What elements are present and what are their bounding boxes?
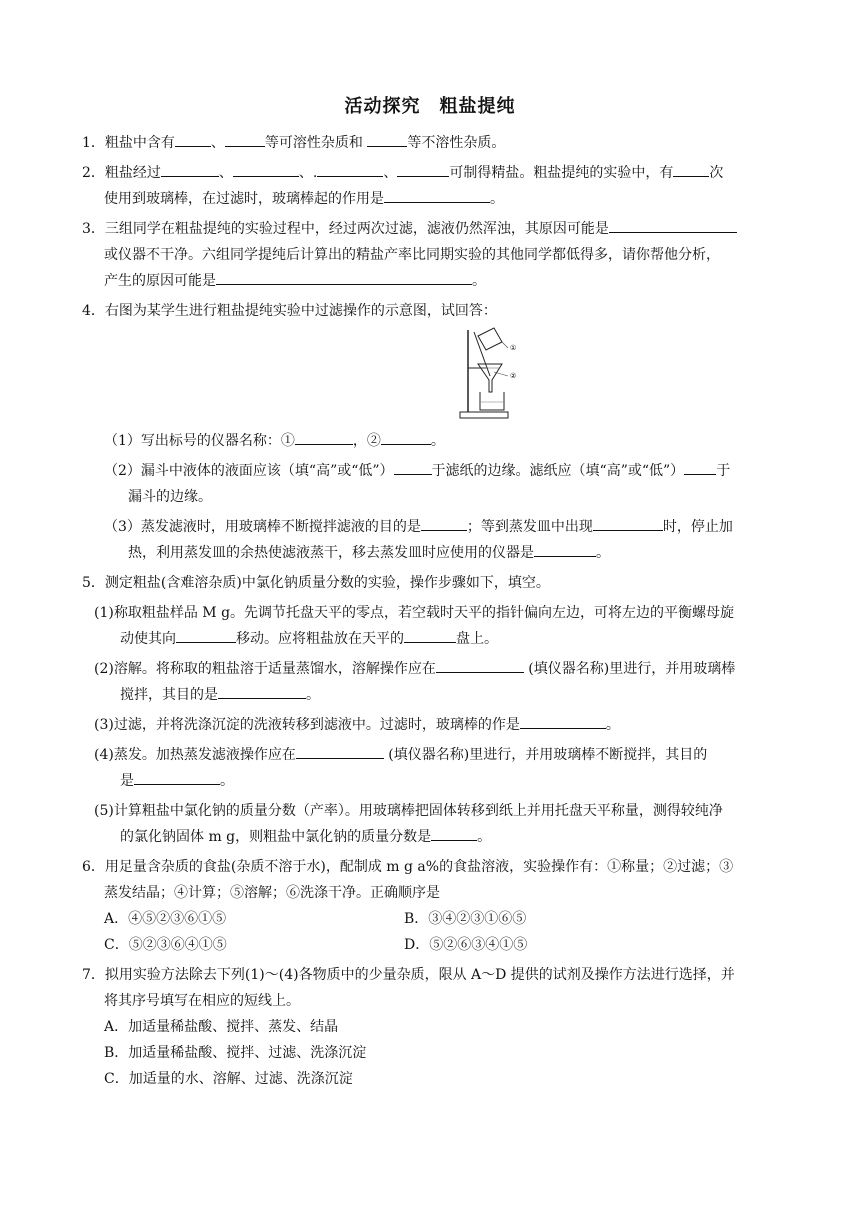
answer-blank[interactable] <box>218 682 306 699</box>
q7-option-b: B．加适量稀盐酸、搅拌、过滤、洗涤沉淀 <box>104 1045 367 1061</box>
answer-blank[interactable] <box>381 428 431 445</box>
answer-blank[interactable] <box>216 268 472 285</box>
answer-blank[interactable] <box>161 160 219 177</box>
question-6: 6．用足量含杂质的食盐(杂质不溶于水)，配制成 m g a%的食盐溶液，实验操作有：①称量；②过滤；③ <box>82 859 734 875</box>
question-5: 5．测定粗盐(含难溶杂质)中氯化钠质量分数的实验，操作步骤如下，填空。 <box>82 575 550 591</box>
answer-blank[interactable] <box>593 514 663 531</box>
option-a[interactable]: A．④⑤②③⑥①⑤ <box>104 911 227 927</box>
answer-blank[interactable] <box>673 160 709 177</box>
answer-blank[interactable] <box>534 540 596 557</box>
answer-blank[interactable] <box>367 130 407 147</box>
answer-blank[interactable] <box>404 626 456 643</box>
option-b[interactable]: B．③④②③①⑥⑤ <box>404 911 527 927</box>
answer-blank[interactable] <box>431 824 477 841</box>
filtration-apparatus-figure <box>82 324 782 428</box>
figure-label-1: ① <box>510 344 517 352</box>
answer-blank[interactable] <box>225 130 265 147</box>
options-row-2 <box>82 932 782 958</box>
answer-blank[interactable] <box>436 656 524 673</box>
answer-blank[interactable] <box>384 186 490 203</box>
answer-blank[interactable] <box>295 428 353 445</box>
question-2: 2．粗盐经过 、 、. 、 可制得精盐。粗盐提纯的实验中，有 次 <box>82 160 782 186</box>
question-3: 3．三组同学在粗盐提纯的实验过程中，经过两次过滤，滤液仍然浑浊，其原因可能是 <box>82 216 782 242</box>
filtration-diagram <box>448 326 548 426</box>
answer-blank[interactable] <box>609 216 737 233</box>
answer-blank[interactable] <box>421 514 467 531</box>
answer-blank[interactable] <box>684 458 716 475</box>
answer-blank[interactable] <box>175 130 211 147</box>
worksheet-body: 1．粗盐中含有 、 等可溶性杂质和 等不溶性杂质。 2．粗盐经过 、 、. 、 可制得精盐。粗盐提纯的实验中，有 次 使用到玻璃棒，在过滤时，玻璃棒起的作用是 。 3．三组同学在粗盐提纯的实验过程中，经过两次过滤，滤液仍然浑浊，其原因可能是 或仪器不干净。六组同学提纯后计算出的精盐产率比同期实验的其他同学都低得多，请你帮他分析， 产生的原因可能是 。 4．右图为某学生进行粗盐提纯实验中过滤操作的示意图，试回答： ① ② （1）写出标号的仪器名称：① ，② 。 （2）漏斗中液体的液面应该（填“高”或“低”） 于滤纸的边缘。滤纸应（填“高”或“低”） 于 漏斗的边缘。 （3）蒸发滤液时，用玻璃棒不断搅拌滤液的目的是 ；等到蒸发皿中出现 时，停止加 热，利用蒸发皿的余热使滤液蒸干，移去蒸发皿时应使用的仪器是 。 5．测定粗盐(含难溶杂质)中氯化钠质量分数的实验，操作步骤如下，填空。 (1)称取粗盐样品 M g。先调节托盘天平的零点，若空载时天平的指针偏向左边，可将左边的平衡螺母旋 动使其向 移动。应将粗盐放在天平的 盘上。 (2)溶解。将称取的粗盐溶于适量蒸馏水，溶解操作应在 (填仪器名称)里进行，并用玻璃棒 搅拌，其目的是 。 (3)过滤，并将洗涤沉淀的洗液转移到滤液中。过滤时，玻璃棒的作是 。 (4)蒸发。加热蒸发滤液操作应在 (填仪器名称)里进行，并用玻璃棒不断搅拌，其目的 是 。 (5)计算粗盐中氯化钠的质量分数（产率）。用玻璃棒把固体转移到纸上并用托盘天平称量，测得较纯净 的氯化钠固体 m g，则粗盐中氯化钠的质量分数是 。 6．用足量含杂质的食盐(杂质不溶于水)，配制成 m g a%的食盐溶液，实验操作有：①称量；②过滤；③ 蒸发结晶；④计算；⑤溶解；⑥洗涤干净。正确顺序是 A．④⑤②③⑥①⑤ B．③④②③①⑥⑤ C．⑤②③⑥④①⑤ D．⑤②⑥③④①⑤ 7．拟用实验方法除去下列(1)～(4)各物质中的少量杂质，限从 A～D 提供的试剂及操作方法进行选择，并 将其序号填写在相应的短线上。 A．加适量稀盐酸、搅拌、蒸发、结晶 B．加适量稀盐酸、搅拌、过滤、洗涤沉淀 C．加适量的水、溶解、过滤、洗涤沉淀 <box>82 130 782 1092</box>
option-c[interactable]: C．⑤②③⑥④①⑤ <box>104 937 227 953</box>
page-title: 活动探究 粗盐提纯 <box>344 96 516 117</box>
answer-blank[interactable] <box>397 160 449 177</box>
answer-blank[interactable] <box>317 160 383 177</box>
question-1: 1．粗盐中含有 、 等可溶性杂质和 等不溶性杂质。 <box>82 130 782 156</box>
answer-blank[interactable] <box>394 458 432 475</box>
option-d[interactable]: D．⑤②⑥③④①⑤ <box>404 937 528 953</box>
answer-blank[interactable] <box>176 626 236 643</box>
question-7: 7．拟用实验方法除去下列(1)～(4)各物质中的少量杂质，限从 A～D 提供的试剂及操作方法进行选择，并 <box>82 967 735 983</box>
q7-option-a: A．加适量稀盐酸、搅拌、蒸发、结晶 <box>104 1019 339 1035</box>
figure-label-2: ② <box>510 372 517 380</box>
answer-blank[interactable] <box>296 742 384 759</box>
answer-blank[interactable] <box>134 768 220 785</box>
q7-option-c: C．加适量的水、溶解、过滤、洗涤沉淀 <box>104 1071 353 1087</box>
question-4: 4．右图为某学生进行粗盐提纯实验中过滤操作的示意图，试回答： <box>82 303 497 319</box>
answer-blank[interactable] <box>233 160 299 177</box>
answer-blank[interactable] <box>520 712 606 729</box>
options-row-1 <box>82 906 782 932</box>
